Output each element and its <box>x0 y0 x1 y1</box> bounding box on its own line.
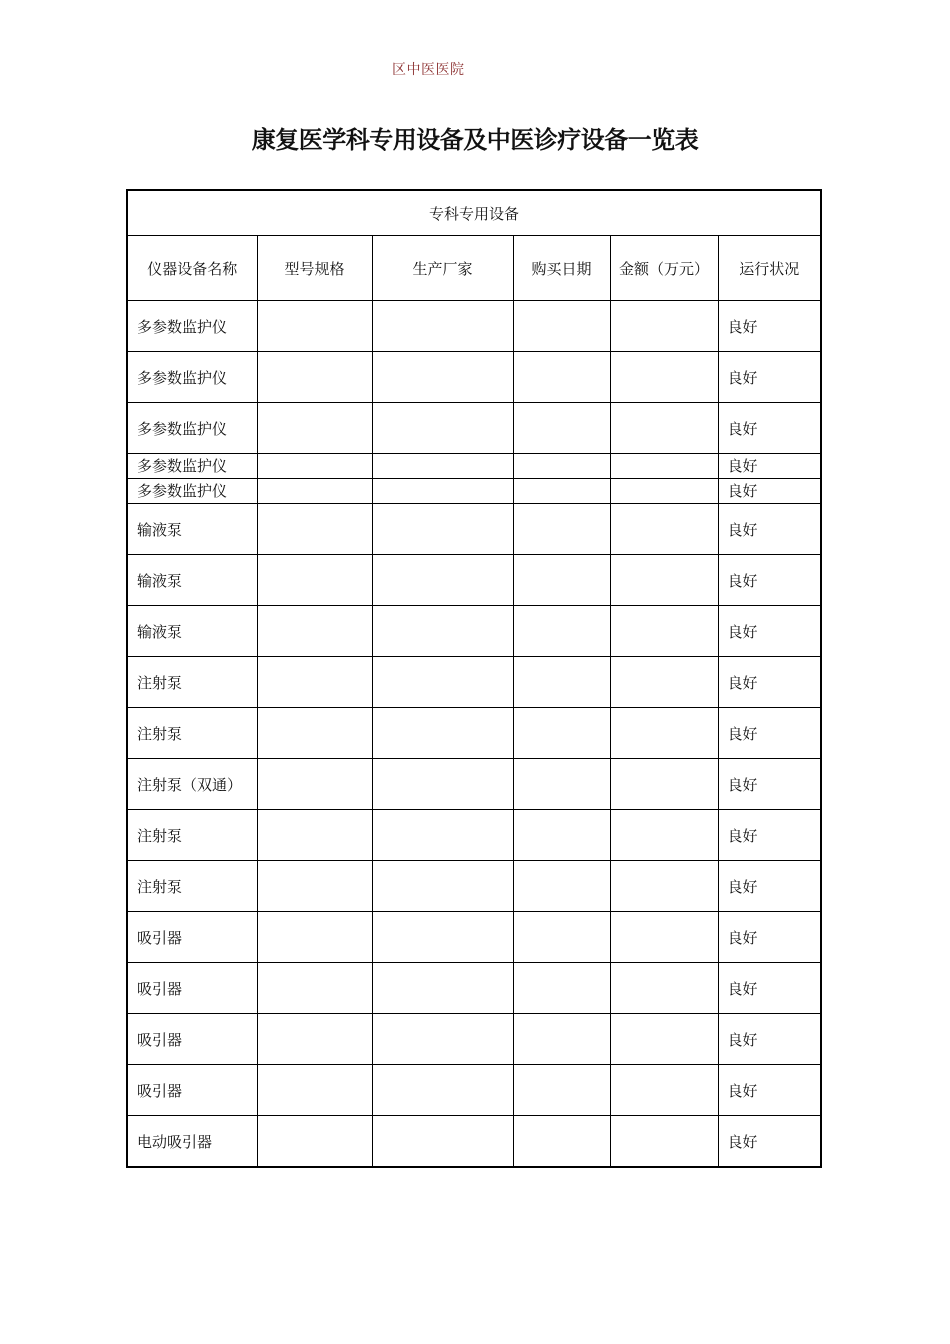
cell-purchase-date <box>513 861 610 912</box>
table-row <box>127 403 821 454</box>
cell-status: 良好 <box>718 1065 821 1116</box>
cell-model <box>257 504 372 555</box>
cell-maker <box>372 963 513 1014</box>
cell-model <box>257 657 372 708</box>
cell-model <box>257 1116 372 1168</box>
column-header-model: 型号规格 <box>257 236 372 301</box>
table-row <box>127 912 821 963</box>
column-header-maker: 生产厂家 <box>372 236 513 301</box>
cell-equipment-name: 注射泵 <box>127 810 257 861</box>
cell-purchase-date <box>513 403 610 454</box>
cell-status: 良好 <box>718 479 821 504</box>
cell-amount <box>610 1116 718 1168</box>
cell-amount <box>610 403 718 454</box>
column-header-status: 运行状况 <box>718 236 821 301</box>
table-row <box>127 810 821 861</box>
cell-model <box>257 479 372 504</box>
cell-maker <box>372 479 513 504</box>
cell-purchase-date <box>513 555 610 606</box>
cell-status: 良好 <box>718 1014 821 1065</box>
cell-maker <box>372 504 513 555</box>
cell-purchase-date <box>513 301 610 352</box>
cell-equipment-name: 注射泵 <box>127 708 257 759</box>
cell-purchase-date <box>513 810 610 861</box>
cell-equipment-name: 吸引器 <box>127 1014 257 1065</box>
cell-purchase-date <box>513 479 610 504</box>
cell-status: 良好 <box>718 301 821 352</box>
table-row <box>127 352 821 403</box>
cell-maker <box>372 657 513 708</box>
cell-maker <box>372 352 513 403</box>
cell-status: 良好 <box>718 708 821 759</box>
cell-purchase-date <box>513 352 610 403</box>
cell-equipment-name: 吸引器 <box>127 912 257 963</box>
table-row <box>127 1014 821 1065</box>
cell-purchase-date <box>513 1014 610 1065</box>
cell-maker <box>372 708 513 759</box>
cell-status: 良好 <box>718 403 821 454</box>
cell-status: 良好 <box>718 657 821 708</box>
cell-status: 良好 <box>718 1116 821 1168</box>
cell-amount <box>610 1065 718 1116</box>
cell-maker <box>372 555 513 606</box>
cell-maker <box>372 606 513 657</box>
cell-equipment-name: 吸引器 <box>127 963 257 1014</box>
cell-maker <box>372 1065 513 1116</box>
cell-model <box>257 759 372 810</box>
cell-status: 良好 <box>718 861 821 912</box>
cell-equipment-name: 输液泵 <box>127 555 257 606</box>
cell-model <box>257 301 372 352</box>
cell-status: 良好 <box>718 454 821 479</box>
table-row <box>127 708 821 759</box>
cell-status: 良好 <box>718 963 821 1014</box>
cell-equipment-name: 电动吸引器 <box>127 1116 257 1168</box>
cell-amount <box>610 555 718 606</box>
cell-equipment-name: 多参数监护仪 <box>127 454 257 479</box>
cell-amount <box>610 708 718 759</box>
cell-maker <box>372 861 513 912</box>
cell-equipment-name: 多参数监护仪 <box>127 479 257 504</box>
cell-equipment-name: 多参数监护仪 <box>127 403 257 454</box>
cell-model <box>257 1065 372 1116</box>
cell-purchase-date <box>513 657 610 708</box>
cell-maker <box>372 1014 513 1065</box>
table-body <box>127 301 821 1168</box>
cell-purchase-date <box>513 454 610 479</box>
cell-purchase-date <box>513 606 610 657</box>
organization-name: 区中医医院 <box>392 62 465 78</box>
table-row <box>127 759 821 810</box>
table-row <box>127 1116 821 1168</box>
section-header-row <box>127 190 821 236</box>
cell-equipment-name: 注射泵（双通） <box>127 759 257 810</box>
cell-amount <box>610 657 718 708</box>
cell-status: 良好 <box>718 352 821 403</box>
cell-purchase-date <box>513 963 610 1014</box>
cell-amount <box>610 606 718 657</box>
table-row <box>127 301 821 352</box>
table-row <box>127 657 821 708</box>
table-row <box>127 861 821 912</box>
cell-status: 良好 <box>718 759 821 810</box>
cell-status: 良好 <box>718 504 821 555</box>
cell-equipment-name: 输液泵 <box>127 606 257 657</box>
table-row <box>127 555 821 606</box>
cell-model <box>257 606 372 657</box>
cell-equipment-name: 多参数监护仪 <box>127 301 257 352</box>
table-row <box>127 479 821 504</box>
cell-amount <box>610 301 718 352</box>
cell-maker <box>372 810 513 861</box>
cell-equipment-name: 注射泵 <box>127 861 257 912</box>
table-row <box>127 454 821 479</box>
cell-amount <box>610 963 718 1014</box>
table-row <box>127 504 821 555</box>
cell-amount <box>610 454 718 479</box>
cell-amount <box>610 352 718 403</box>
cell-amount <box>610 479 718 504</box>
cell-amount <box>610 861 718 912</box>
table-row <box>127 606 821 657</box>
column-header-amount: 金额（万元） <box>610 236 718 301</box>
cell-purchase-date <box>513 912 610 963</box>
cell-purchase-date <box>513 1065 610 1116</box>
cell-maker <box>372 912 513 963</box>
cell-model <box>257 454 372 479</box>
cell-status: 良好 <box>718 555 821 606</box>
cell-maker <box>372 403 513 454</box>
cell-status: 良好 <box>718 912 821 963</box>
cell-equipment-name: 吸引器 <box>127 1065 257 1116</box>
cell-model <box>257 352 372 403</box>
column-header-row <box>127 236 821 301</box>
cell-model <box>257 861 372 912</box>
cell-amount <box>610 810 718 861</box>
cell-model <box>257 1014 372 1065</box>
column-header-name: 仪器设备名称 <box>127 236 257 301</box>
cell-equipment-name: 多参数监护仪 <box>127 352 257 403</box>
section-title: 专科专用设备 <box>127 190 821 236</box>
cell-purchase-date <box>513 1116 610 1168</box>
cell-status: 良好 <box>718 606 821 657</box>
cell-maker <box>372 1116 513 1168</box>
cell-purchase-date <box>513 759 610 810</box>
cell-amount <box>610 504 718 555</box>
cell-model <box>257 912 372 963</box>
table-row <box>127 1065 821 1116</box>
cell-maker <box>372 759 513 810</box>
table-row <box>127 963 821 1014</box>
cell-model <box>257 403 372 454</box>
cell-equipment-name: 注射泵 <box>127 657 257 708</box>
cell-amount <box>610 759 718 810</box>
cell-amount <box>610 912 718 963</box>
cell-purchase-date <box>513 504 610 555</box>
cell-model <box>257 708 372 759</box>
cell-amount <box>610 1014 718 1065</box>
column-header-date: 购买日期 <box>513 236 610 301</box>
cell-model <box>257 810 372 861</box>
document-title: 康复医学科专用设备及中医诊疗设备一览表 <box>251 126 699 154</box>
cell-maker <box>372 454 513 479</box>
cell-model <box>257 963 372 1014</box>
equipment-table <box>126 189 822 1168</box>
cell-purchase-date <box>513 708 610 759</box>
cell-equipment-name: 输液泵 <box>127 504 257 555</box>
cell-model <box>257 555 372 606</box>
cell-status: 良好 <box>718 810 821 861</box>
cell-maker <box>372 301 513 352</box>
